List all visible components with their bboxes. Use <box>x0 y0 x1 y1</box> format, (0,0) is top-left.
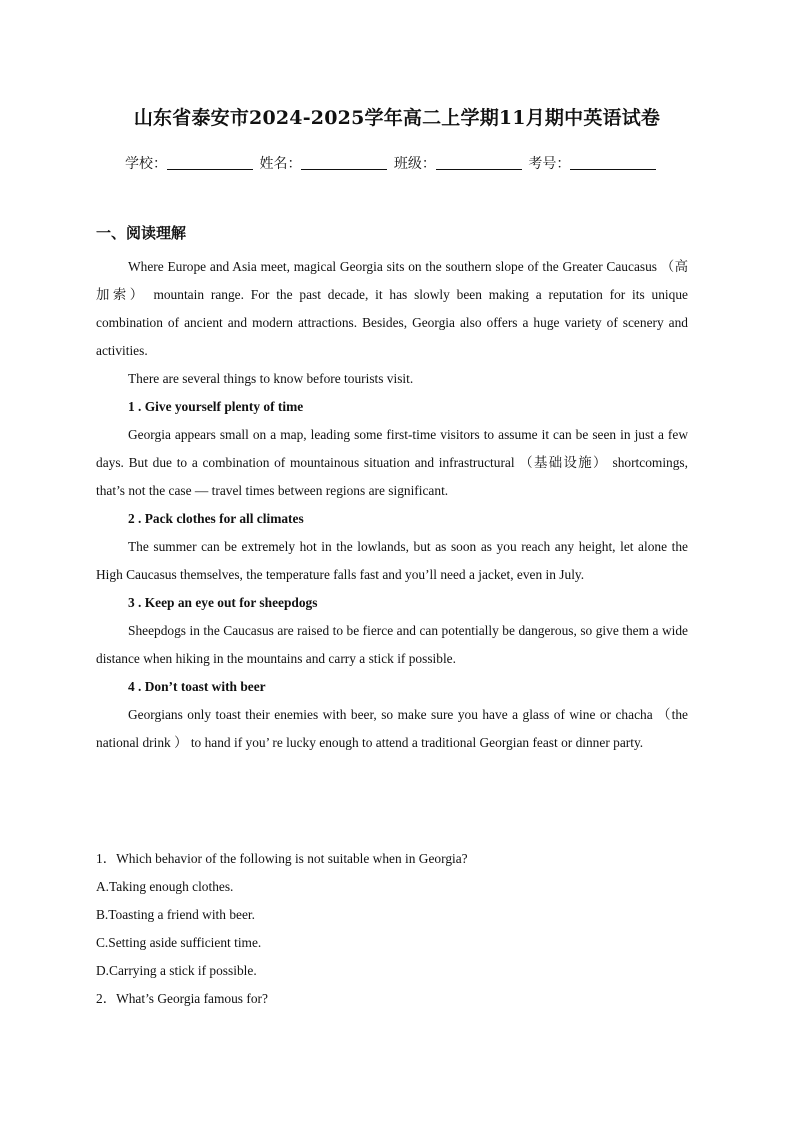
passage-heading-1: 1 . Give yourself plenty of time <box>128 399 304 414</box>
passage-paragraph-4: Georgians only toast their enemies with beer, so make sure you have a glass of wine or chacha （the national drink ） to hand if you’ re lucky enough to attend a traditional Georgian feast or dinner party. <box>96 707 688 750</box>
question-1-option-c: C.Setting aside sufficient time. <box>96 935 262 950</box>
school-label: 学校： <box>125 156 167 172</box>
passage-paragraph-2: The summer can be extremely hot in the lowlands, but as soon as you reach any height, let alone the High Caucasus themselves, the temperature falls fast and you’ll need a jacket, even in July. <box>96 539 688 582</box>
passage-intro-2: There are several things to know before tourists visit. <box>128 371 414 386</box>
passage-paragraph-3: Sheepdogs in the Caucasus are raised to be fierce and can potentially be dangerous, so give them a wide distance when hiking in the mountains and carry a stick if possible. <box>96 623 688 666</box>
name-label: 姓名： <box>259 156 302 172</box>
passage-heading-3: 3 . Keep an eye out for sheepdogs <box>128 595 318 610</box>
page-title: 山东省泰安市2024-2025学年高二上学期11月期中英语试卷 <box>133 107 661 129</box>
question-1: 1．Which behavior of the following is not suitable when in Georgia? <box>96 851 468 866</box>
question-1-option-b: B.Toasting a friend with beer. <box>96 907 255 922</box>
passage-heading-2: 2 . Pack clothes for all climates <box>128 511 304 526</box>
name-blank[interactable] <box>301 155 387 170</box>
passage-intro: Where Europe and Asia meet, magical Georgia sits on the southern slope of the Greater Caucasus （高加索） mountain range. For the past decade, it has slowly been making a reputation for its unique combination of ancient and modern attractions. Besides, Georgia also offers a huge variety of scenery and activities. <box>96 259 688 358</box>
school-blank[interactable] <box>167 155 253 170</box>
number-label: 考号： <box>528 156 571 172</box>
student-info-row <box>125 153 658 173</box>
question-2: 2．What’s Georgia famous for? <box>96 991 268 1006</box>
passage-paragraph-1: Georgia appears small on a map, leading some first-time visitors to assume it can be seen in just a few days. But due to a combination of mountainous situation and infrastructural （基础设施） shortcomings, that’s not the case — travel times between regions are significant. <box>96 427 688 498</box>
class-blank[interactable] <box>436 155 522 170</box>
question-1-option-d: D.Carrying a stick if possible. <box>96 963 257 978</box>
passage-heading-4: 4 . Don’t toast with beer <box>128 679 266 694</box>
question-1-option-a: A.Taking enough clothes. <box>96 879 234 894</box>
class-label: 班级： <box>393 156 436 172</box>
section-heading: 一、阅读理解 <box>96 224 187 242</box>
reading-passage <box>96 253 688 757</box>
question-list <box>96 845 696 1013</box>
number-blank[interactable] <box>570 155 656 170</box>
